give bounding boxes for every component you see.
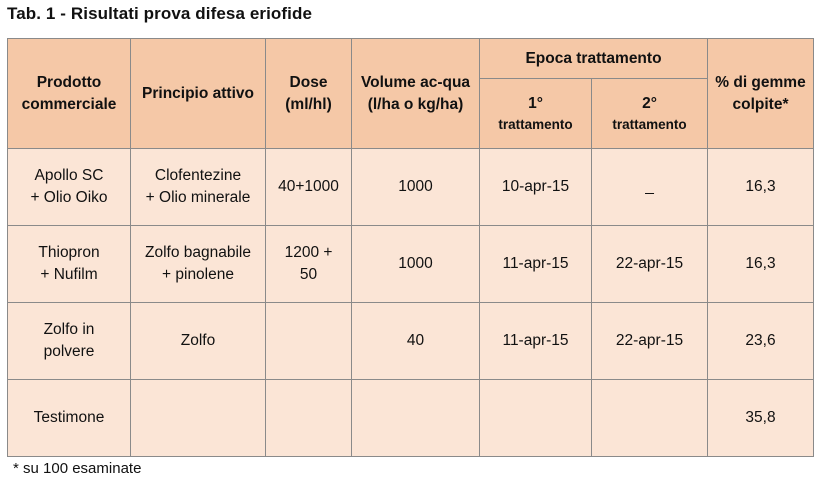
table-title: Tab. 1 - Risultati prova difesa eriofide xyxy=(7,4,313,23)
header-epoca: Epoca trattamento xyxy=(480,39,708,79)
cell-trattamento-2: 22-apr-15 xyxy=(592,226,708,303)
cell-gemme: 16,3 xyxy=(708,226,814,303)
cell-text: + Olio Oiko xyxy=(30,189,108,206)
cell-gemme: 23,6 xyxy=(708,303,814,380)
cell-dose xyxy=(266,149,352,226)
cell-principio xyxy=(131,149,266,226)
cell-trattamento-2: _ xyxy=(592,149,708,226)
cell-text: Apollo SC xyxy=(34,167,104,184)
cell-text: polvere xyxy=(43,343,95,360)
cell-volume: 1000 xyxy=(352,149,480,226)
table-row xyxy=(8,226,814,303)
cell-prodotto: Testimone xyxy=(8,380,131,457)
header-trattamento-1-num: 1° xyxy=(528,94,543,112)
table-row xyxy=(8,303,814,380)
header-trattamento-2-label: trattamento xyxy=(612,116,687,132)
cell-trattamento-1: 11-apr-15 xyxy=(480,226,592,303)
table-row xyxy=(8,380,814,457)
header-prodotto: Prodotto commerciale xyxy=(8,39,131,149)
cell-gemme: 35,8 xyxy=(708,380,814,457)
cell-dose xyxy=(266,380,352,457)
header-volume: Volume ac-qua (l/ha o kg/ha) xyxy=(352,39,480,149)
cell-text: Zolfo in xyxy=(43,321,95,338)
cell-trattamento-1 xyxy=(480,380,592,457)
table-row xyxy=(8,149,814,226)
cell-trattamento-1: 11-apr-15 xyxy=(480,303,592,380)
cell-volume: 40 xyxy=(352,303,480,380)
cell-text: + Nufilm xyxy=(40,266,98,283)
cell-principio xyxy=(131,226,266,303)
cell-trattamento-2 xyxy=(592,380,708,457)
cell-text: Zolfo bagnabile xyxy=(145,244,251,261)
cell-text: 40+1000 xyxy=(278,178,339,195)
cell-dose xyxy=(266,303,352,380)
cell-principio xyxy=(131,380,266,457)
cell-trattamento-2: 22-apr-15 xyxy=(592,303,708,380)
header-dose: Dose (ml/hl) xyxy=(266,39,352,149)
cell-trattamento-1: 10-apr-15 xyxy=(480,149,592,226)
cell-prodotto xyxy=(8,226,131,303)
header-trattamento-2 xyxy=(592,79,708,149)
header-trattamento-1-label: trattamento xyxy=(498,116,573,132)
header-trattamento-2-num: 2° xyxy=(642,94,657,112)
cell-volume xyxy=(352,380,480,457)
cell-dose xyxy=(266,226,352,303)
cell-prodotto xyxy=(8,303,131,380)
cell-text: 50 xyxy=(299,266,318,283)
results-table xyxy=(7,38,814,457)
cell-principio: Zolfo xyxy=(131,303,266,380)
cell-text: + Olio minerale xyxy=(145,189,251,206)
cell-text: Clofentezine xyxy=(154,167,242,184)
header-trattamento-1 xyxy=(480,79,592,149)
cell-prodotto xyxy=(8,149,131,226)
cell-text: 1200 + xyxy=(284,244,333,261)
header-principio: Principio attivo xyxy=(131,39,266,149)
cell-text: Thiopron xyxy=(38,244,100,261)
cell-gemme: 16,3 xyxy=(708,149,814,226)
cell-text: + pinolene xyxy=(162,266,234,283)
cell-volume: 1000 xyxy=(352,226,480,303)
header-gemme: % di gemme colpite* xyxy=(708,39,814,149)
footnote: * su 100 esaminate xyxy=(13,460,142,477)
